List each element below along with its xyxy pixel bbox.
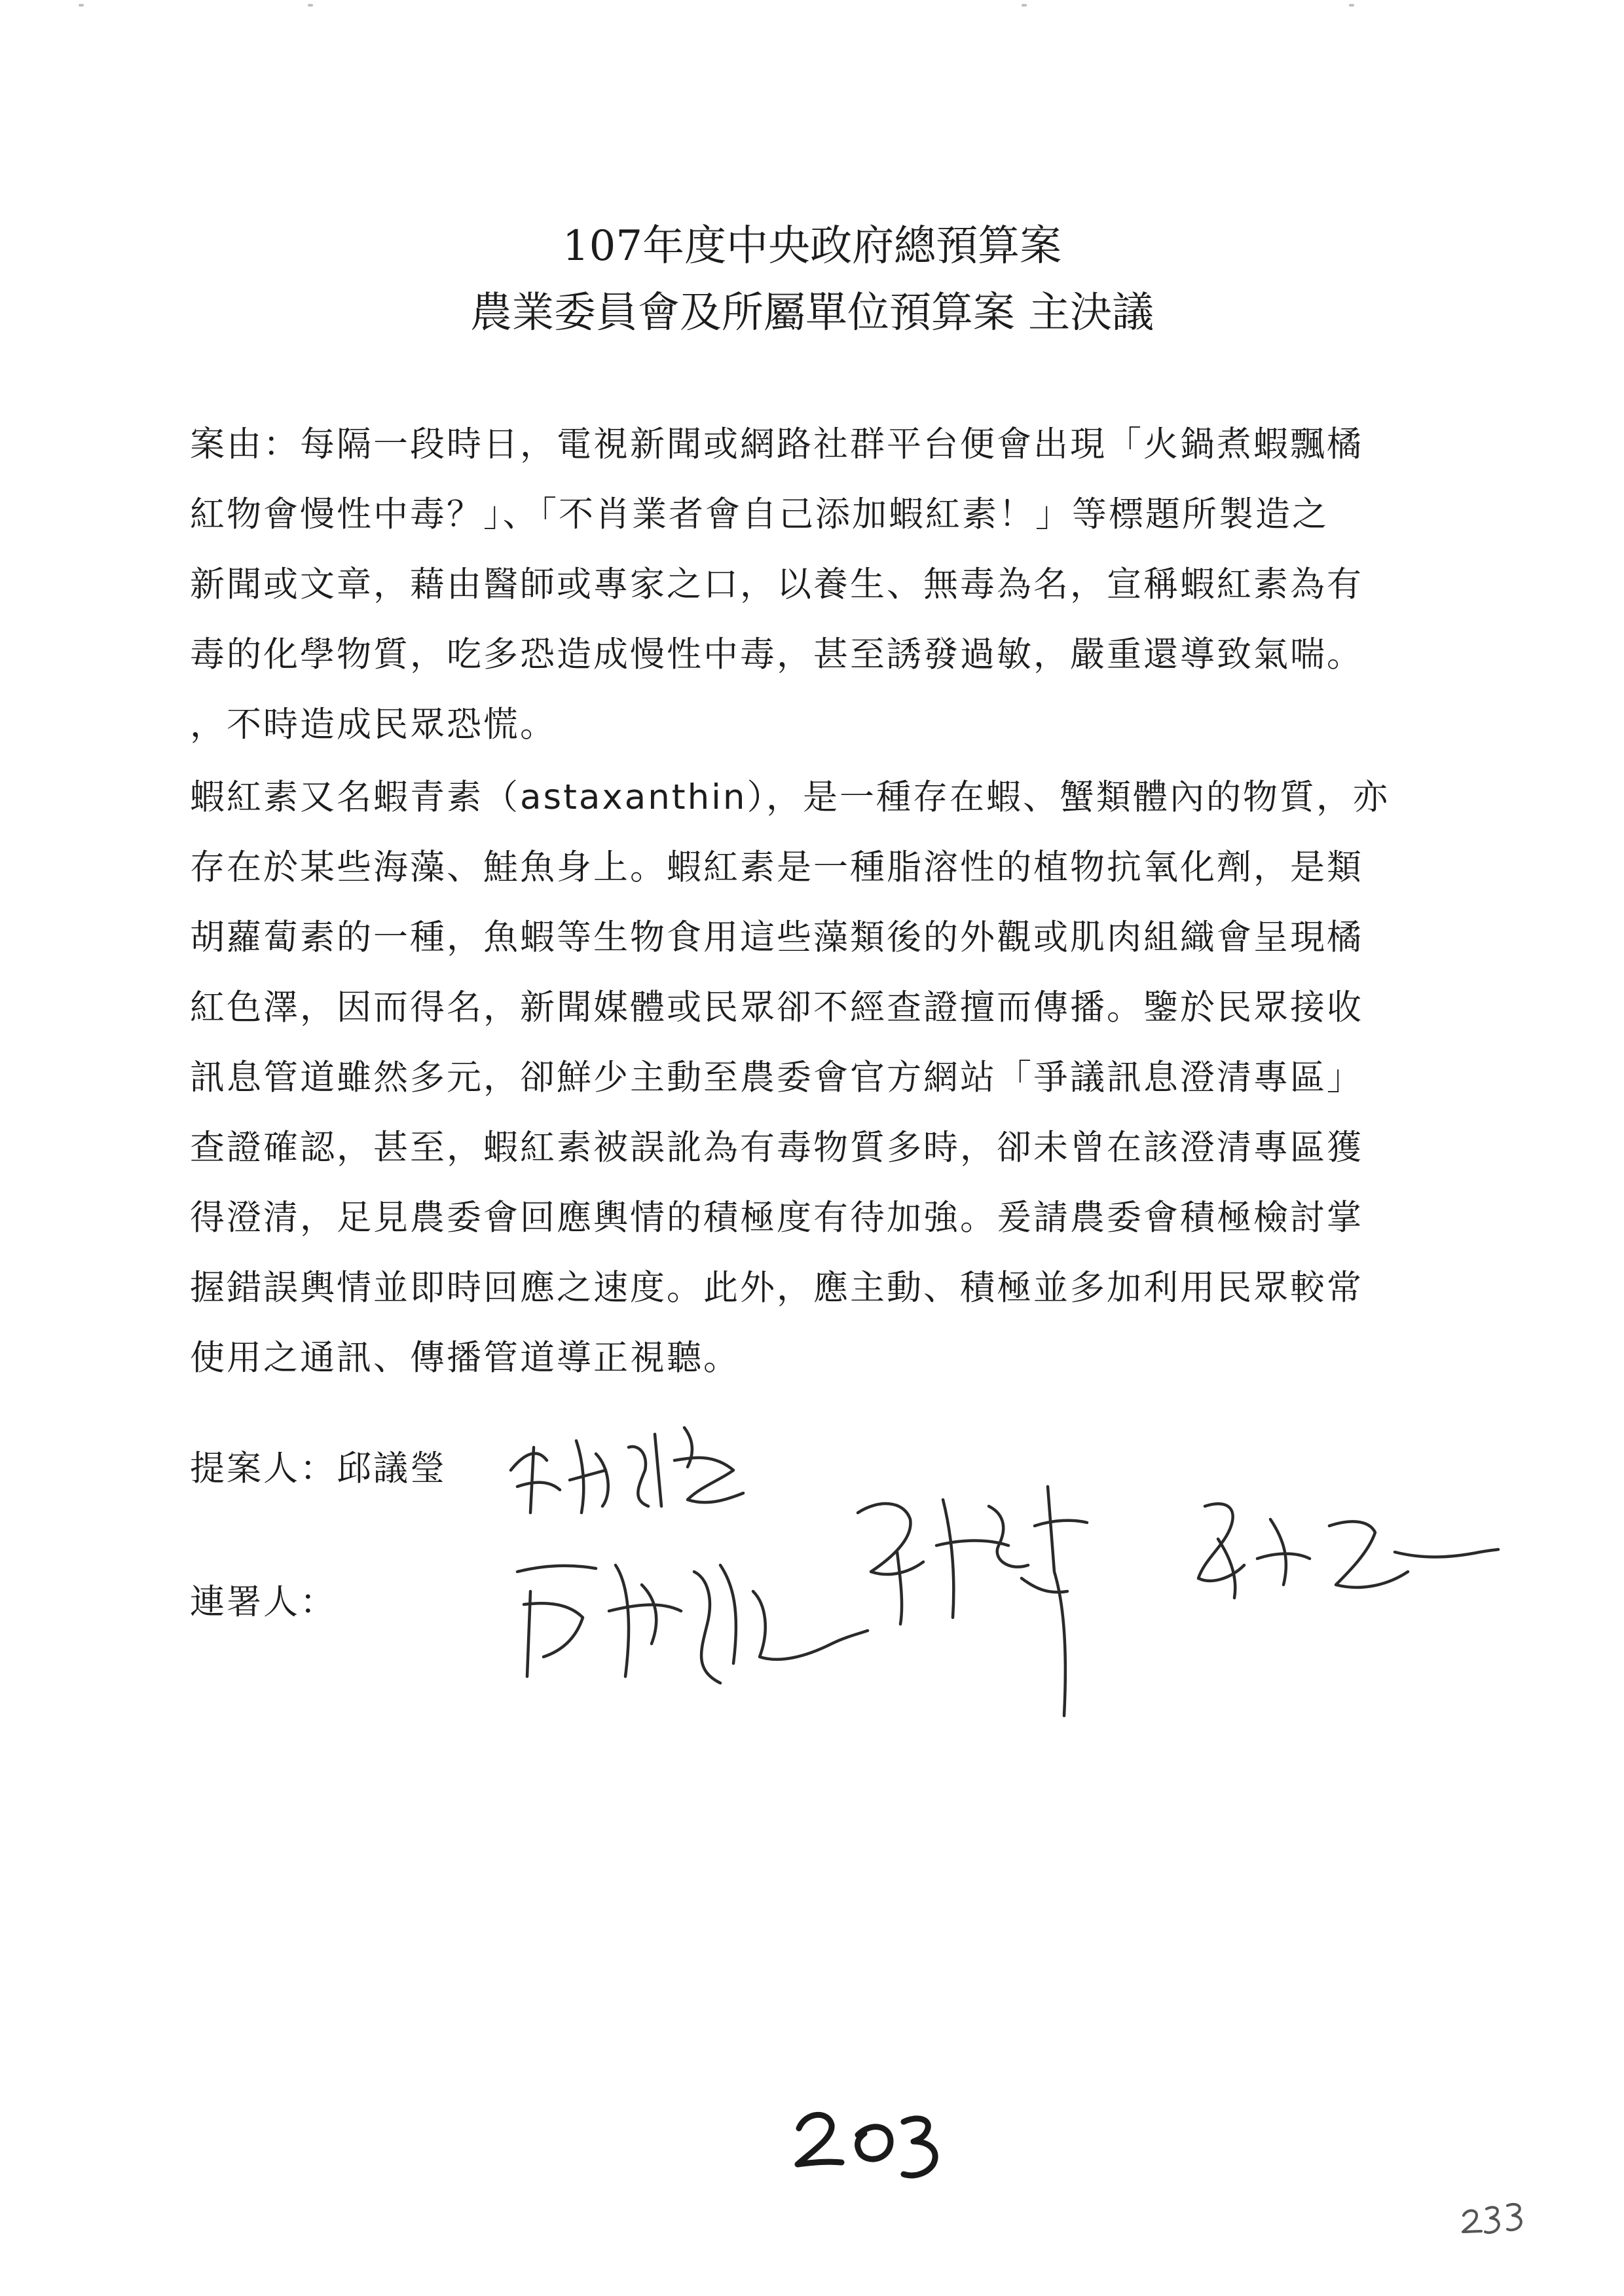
cosigner-signature-3 xyxy=(1179,1487,1500,1618)
body-line: 毒的化學物質，吃多恐造成慢性中毒，甚至誘發過敏，嚴重還導致氣喘。 xyxy=(190,635,1363,675)
proposer-signature xyxy=(498,1408,760,1532)
body-line: 使用之通訊、傳播管道導正視聽。 xyxy=(190,1338,740,1378)
cosigner-signature-1 xyxy=(504,1546,871,1703)
body-line: ，不時造成民眾恐慌。 xyxy=(190,705,557,745)
handwritten-corner-number xyxy=(1460,2199,1532,2238)
cosigner-signature-2 xyxy=(838,1473,1126,1729)
cosigner-label: 連署人： xyxy=(190,1582,337,1622)
scan-artifact xyxy=(308,4,313,7)
handwritten-page-number xyxy=(792,2102,950,2181)
body-line: 胡蘿蔔素的一種，魚蝦等生物食用這些藻類後的外觀或肌肉組織會呈現橘 xyxy=(190,917,1363,957)
document-title-line2: 農業委員會及所屬單位預算案 主決議 xyxy=(470,289,1154,337)
proposer-label: 提案人：邱議瑩 xyxy=(190,1449,447,1489)
body-line: 案由：每隔一段時日，電視新聞或網路社群平台便會出現「火鍋煮蝦飄橘 xyxy=(190,424,1363,464)
body-line: 紅物會慢性中毒？」、「不肖業者會自己添加蝦紅素！」等標題所製造之 xyxy=(190,494,1329,534)
scan-artifact xyxy=(1022,4,1027,7)
scan-artifact xyxy=(79,4,84,7)
body-line: 握錯誤輿情並即時回應之速度。此外，應主動、積極並多加利用民眾較常 xyxy=(190,1268,1363,1308)
body-line: 紅色澤，因而得名，新聞媒體或民眾卻不經查證擅而傳播。鑒於民眾接收 xyxy=(190,988,1363,1028)
scan-artifact xyxy=(1349,4,1354,7)
body-line: 查證確認，甚至，蝦紅素被誤訛為有毒物質多時，卻未曾在該澄清專區獲 xyxy=(190,1128,1363,1168)
body-line: 訊息管道雖然多元，卻鮮少主動至農委會官方網站「爭議訊息澄清專區」 xyxy=(190,1058,1363,1098)
body-line: 新聞或文章，藉由醫師或專家之口，以養生、無毒為名，宣稱蝦紅素為有 xyxy=(190,565,1363,604)
body-line: 得澄清，足見農委會回應輿情的積極度有待加強。爰請農委會積極檢討掌 xyxy=(190,1198,1363,1238)
body-line: 蝦紅素又名蝦青素（astaxanthin），是一種存在蝦、蟹類體內的物質，亦 xyxy=(190,777,1390,817)
body-line: 存在於某些海藻、鮭魚身上。蝦紅素是一種脂溶性的植物抗氧化劑，是類 xyxy=(190,847,1363,887)
document-title-line1: 107年度中央政府總預算案 xyxy=(562,222,1062,270)
